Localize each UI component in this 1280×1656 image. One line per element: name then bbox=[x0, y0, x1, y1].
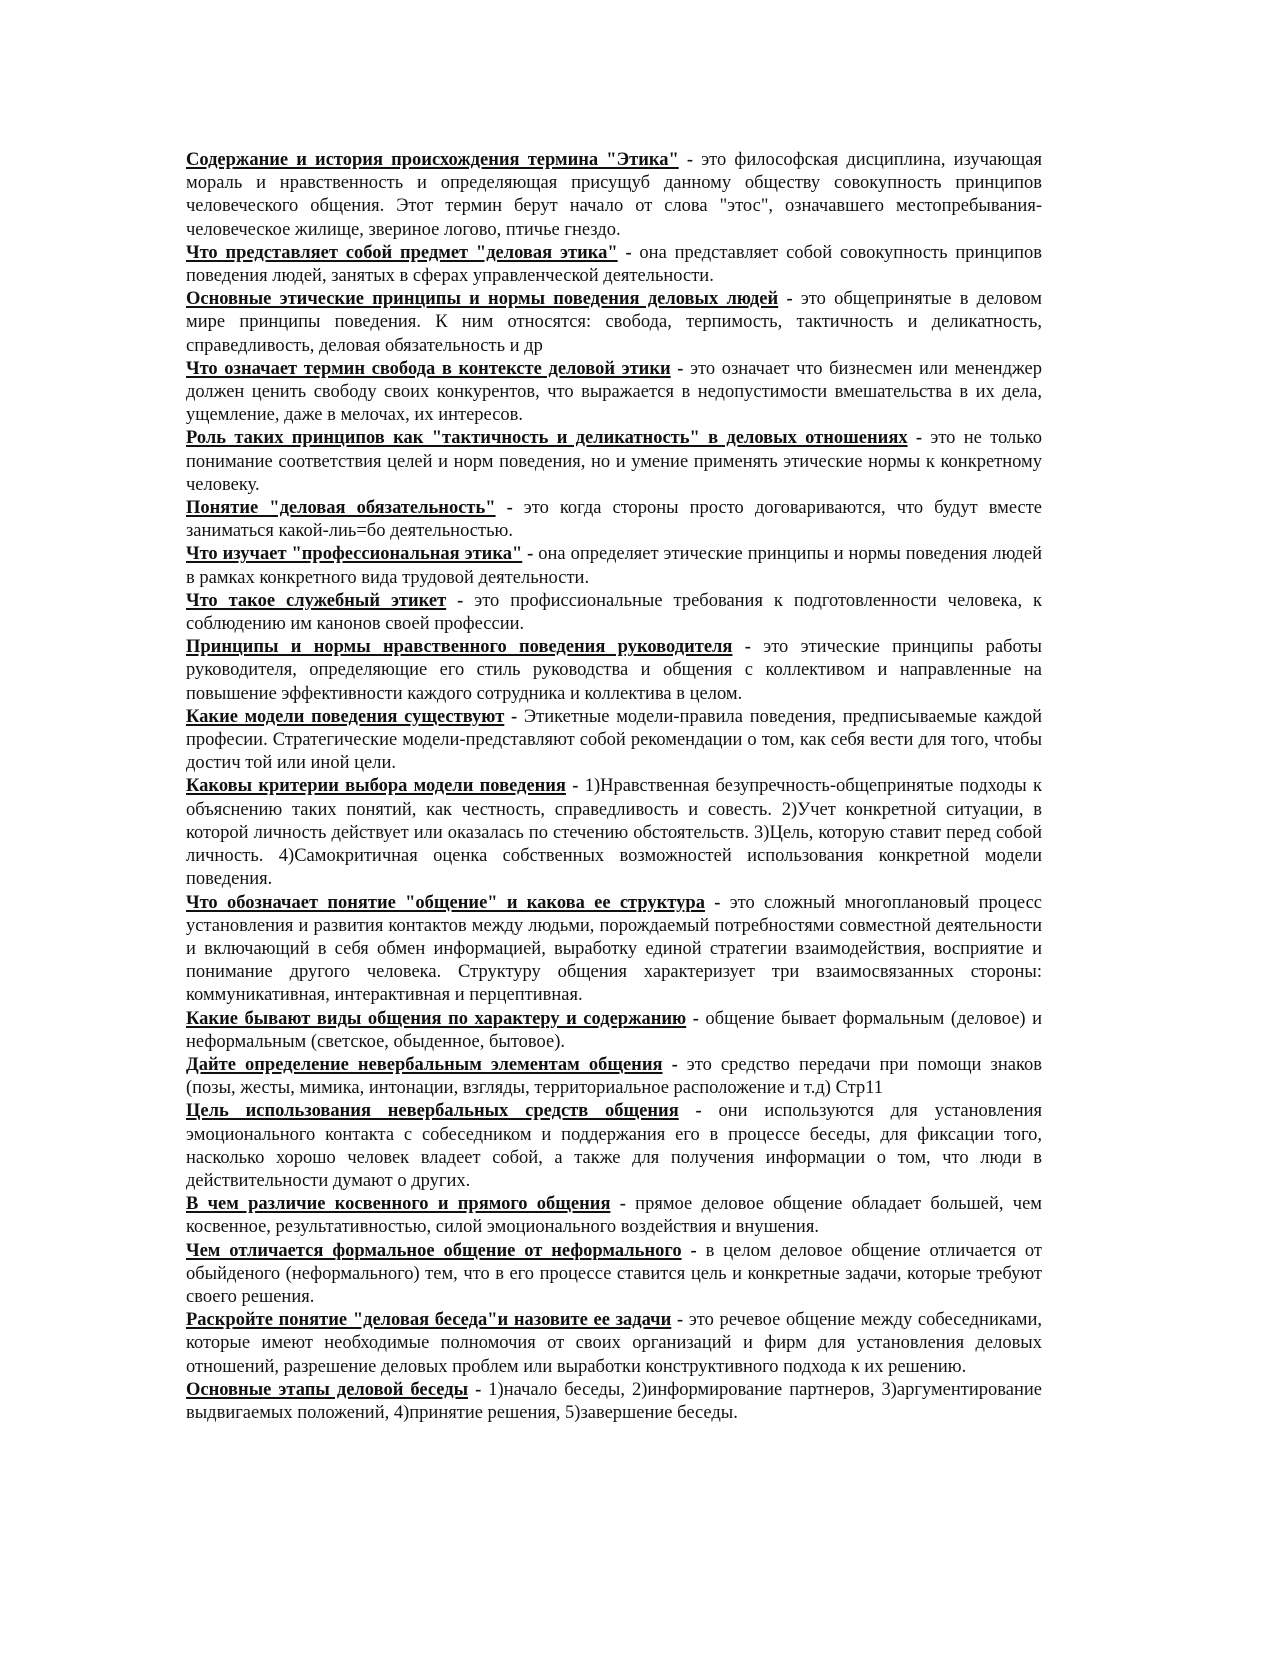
entry-term: Раскройте понятие "деловая беседа"и назовите ее задачи bbox=[186, 1310, 672, 1331]
entry-text: это общепринятые в деловом мире принципы поведения. К ним относятся: свобода, терпимость, тактичность и деликатность, справедливость, деловая обязательность и др bbox=[186, 289, 1042, 356]
entry-model-criteria bbox=[186, 775, 1042, 891]
entry-term: Чем отличается формальное общение от неформального bbox=[186, 1240, 682, 1261]
entry-text: 1)начало беседы, 2)информирование партнеров, 3)аргументирование выдвигаемых положений, 4)принятие решения, 5)завершение беседы. bbox=[186, 1379, 1042, 1423]
entry-separator: - bbox=[565, 776, 585, 797]
entry-ethics-term bbox=[186, 149, 1042, 242]
entry-term: Какие бывают виды общения по характеру и содержанию bbox=[186, 1008, 687, 1029]
entry-separator: - bbox=[495, 498, 524, 519]
entry-leader-principles bbox=[186, 636, 1042, 706]
entry-tact-delicacy bbox=[186, 427, 1042, 497]
entry-separator: - bbox=[504, 706, 524, 727]
entry-separator: - bbox=[686, 1008, 706, 1029]
entry-separator: - bbox=[678, 1101, 719, 1122]
entry-text: общение бывает формальным (деловое) и неформальным (светское, обыденное, бытовое). bbox=[186, 1008, 1042, 1052]
entry-text: Этикетные модели-правила поведения, предписываемые каждой професии. Стратегические модели-представляют собой рекомендации о том, как себя вести для того, чтобы достич той или иной цели. bbox=[186, 706, 1042, 774]
entry-separator: - bbox=[522, 544, 539, 565]
entry-separator: - bbox=[678, 150, 702, 170]
entry-term: Какие модели поведения существуют bbox=[186, 706, 505, 727]
entry-term: Содержание и история происхождения термина "Этика" bbox=[186, 150, 679, 170]
entry-separator: - bbox=[617, 242, 640, 263]
entry-term: Принципы и нормы нравственного поведения руководителя bbox=[186, 637, 733, 658]
entry-text: прямое деловое общение обладает большей, чем косвенное, результативностью, силой эмоционального воздействия и внушения. bbox=[186, 1194, 1042, 1238]
entry-separator: - bbox=[907, 428, 931, 449]
entry-text: в целом деловое общение отличается от обыйденого (неформального) тем, что в его процессе ставится цель и конкретные задачи, которые требуют своего решения. bbox=[186, 1240, 1042, 1307]
entry-term: В чем различие косвенного и прямого общения bbox=[186, 1194, 611, 1215]
entry-text: это речевое общение между собеседниками, которые имеют необходимые полномочия от своих организаций и фирм для установления деловых отношений, разрешение деловых проблем или выработки конструктивного подхода к их решению. bbox=[186, 1310, 1042, 1377]
entry-term: Что обозначает понятие "общение" и какова ее структура bbox=[186, 892, 705, 913]
entry-ethical-principles bbox=[186, 288, 1042, 358]
entry-separator: - bbox=[662, 1054, 687, 1075]
entry-separator: - bbox=[681, 1240, 706, 1261]
entry-separator: - bbox=[704, 892, 730, 913]
entry-term: Дайте определение невербальным элементам общения bbox=[186, 1054, 663, 1075]
entry-text: это этические принципы работы руководителя, определяющие его стиль руководства и общения с коллективом и направленные на повышение эффективности каждого сотрудника и коллектива в целом. bbox=[186, 637, 1042, 704]
entry-separator: - bbox=[732, 637, 764, 658]
entry-text: она определяет этические принципы и нормы поведения людей в рамках конкретного вида трудовой деятельности. bbox=[186, 544, 1042, 588]
entry-nonverbal-elements bbox=[186, 1054, 1042, 1100]
entry-text: это когда стороны просто договариваются, что будут вместе заниматься какой-лиь=бо деятельностью. bbox=[186, 498, 1042, 542]
document-page bbox=[186, 149, 1042, 1425]
entry-direct-indirect bbox=[186, 1193, 1042, 1239]
entry-text: это не только понимание соответствия целей и норм поведения, но и умение применять этические нормы к конкретному человеку. bbox=[186, 428, 1042, 495]
entry-behavior-models bbox=[186, 706, 1042, 776]
entry-separator: - bbox=[671, 1310, 689, 1331]
entry-term: Понятие "деловая обязательность" bbox=[186, 498, 496, 519]
entry-professional-ethics bbox=[186, 543, 1042, 589]
entry-nonverbal-purpose bbox=[186, 1100, 1042, 1193]
entry-conversation-stages bbox=[186, 1379, 1042, 1425]
entry-formal-informal bbox=[186, 1240, 1042, 1310]
entry-separator: - bbox=[670, 358, 691, 379]
entry-term: Что такое служебный этикет bbox=[186, 590, 447, 611]
entry-term: Основные этические принципы и нормы поведения деловых людей bbox=[186, 289, 779, 310]
entry-text: это философская дисциплина, изучающая мораль и нравственность и определяющая присущуб данному обществу совокупность принципов человеческого общения. Этот термин берут начало от слова "этос", означавшего местопребывания-человеческое жилище, звериное логово, птичье гнездо. bbox=[186, 150, 1042, 240]
entry-term: Основные этапы деловой беседы bbox=[186, 1379, 469, 1400]
entry-text: 1)Нравственная безупречность-общепринятые подходы к объяснению таких понятий, как честность, справедливость и совесть. 2)Учет конкретной ситуации, в которой личность действует или оказалась по стечению обстоятельств. 3)Цель, которую ставит перед собой личность. 4)Самокритичная оценка собственных возможностей использования конкретной модели поведения. bbox=[186, 776, 1042, 890]
entry-separator: - bbox=[446, 590, 475, 611]
entry-term: Роль таких принципов как "тактичность и деликатность" в деловых отношениях bbox=[186, 428, 908, 449]
entry-separator: - bbox=[778, 289, 801, 310]
entry-business-ethics-subject bbox=[186, 242, 1042, 288]
entry-text: это сложный многоплановый процесс установления и развития контактов между людьми, порождаемый потребностями совместной деятельности и включающий в себя обмен информацией, выработку единой стратегии взаимодействия, восприятие и понимание другого человека. Структуру общения характеризует три взаимосвязанных стороны: коммуникативная, интерактивная и перцептивная. bbox=[186, 892, 1042, 1006]
entry-service-etiquette bbox=[186, 590, 1042, 636]
entry-text: это профиссиональные требования к подготовленности человека, к соблюдению им канонов своей профессии. bbox=[186, 590, 1043, 635]
entry-communication-types bbox=[186, 1008, 1042, 1054]
entry-separator: - bbox=[610, 1194, 636, 1215]
entry-term: Что изучает "профессиональная этика" bbox=[186, 544, 523, 565]
entry-term: Каковы критерии выбора модели поведения bbox=[186, 776, 566, 797]
entry-business-obligation bbox=[186, 497, 1042, 543]
entry-text: это означает что бизнесмен или мененджер должен ценить свободу своих конкурентов, что выражается в недопустимости вмешательства в их дела, ущемление, даже в мелочах, их интересов. bbox=[186, 358, 1042, 426]
entry-text: это средство передачи при помощи знаков (позы, жесты, мимика, интонации, взгляды, территориальное расположение и т.д) Стр11 bbox=[186, 1054, 1042, 1099]
entry-freedom bbox=[186, 358, 1042, 428]
entry-text: они используются для установления эмоционального контакта с собеседником и поддержания его в процессе беседы, для фиксации того, насколько хорошо человек владеет собой, а также для получения информации о том, что люди в действительности думают о других. bbox=[186, 1101, 1042, 1191]
entry-term: Что представляет собой предмет "деловая этика" bbox=[186, 242, 618, 263]
entry-term: Цель использования невербальных средств общения bbox=[186, 1101, 679, 1122]
entry-business-conversation bbox=[186, 1309, 1042, 1379]
entry-separator: - bbox=[468, 1379, 489, 1400]
entry-term: Что означает термин свобода в контексте деловой этики bbox=[186, 358, 671, 379]
entry-communication-concept bbox=[186, 892, 1042, 1008]
entry-text: она представляет собой совокупность принципов поведения людей, занятых в сферах управленческой деятельности. bbox=[186, 242, 1042, 287]
